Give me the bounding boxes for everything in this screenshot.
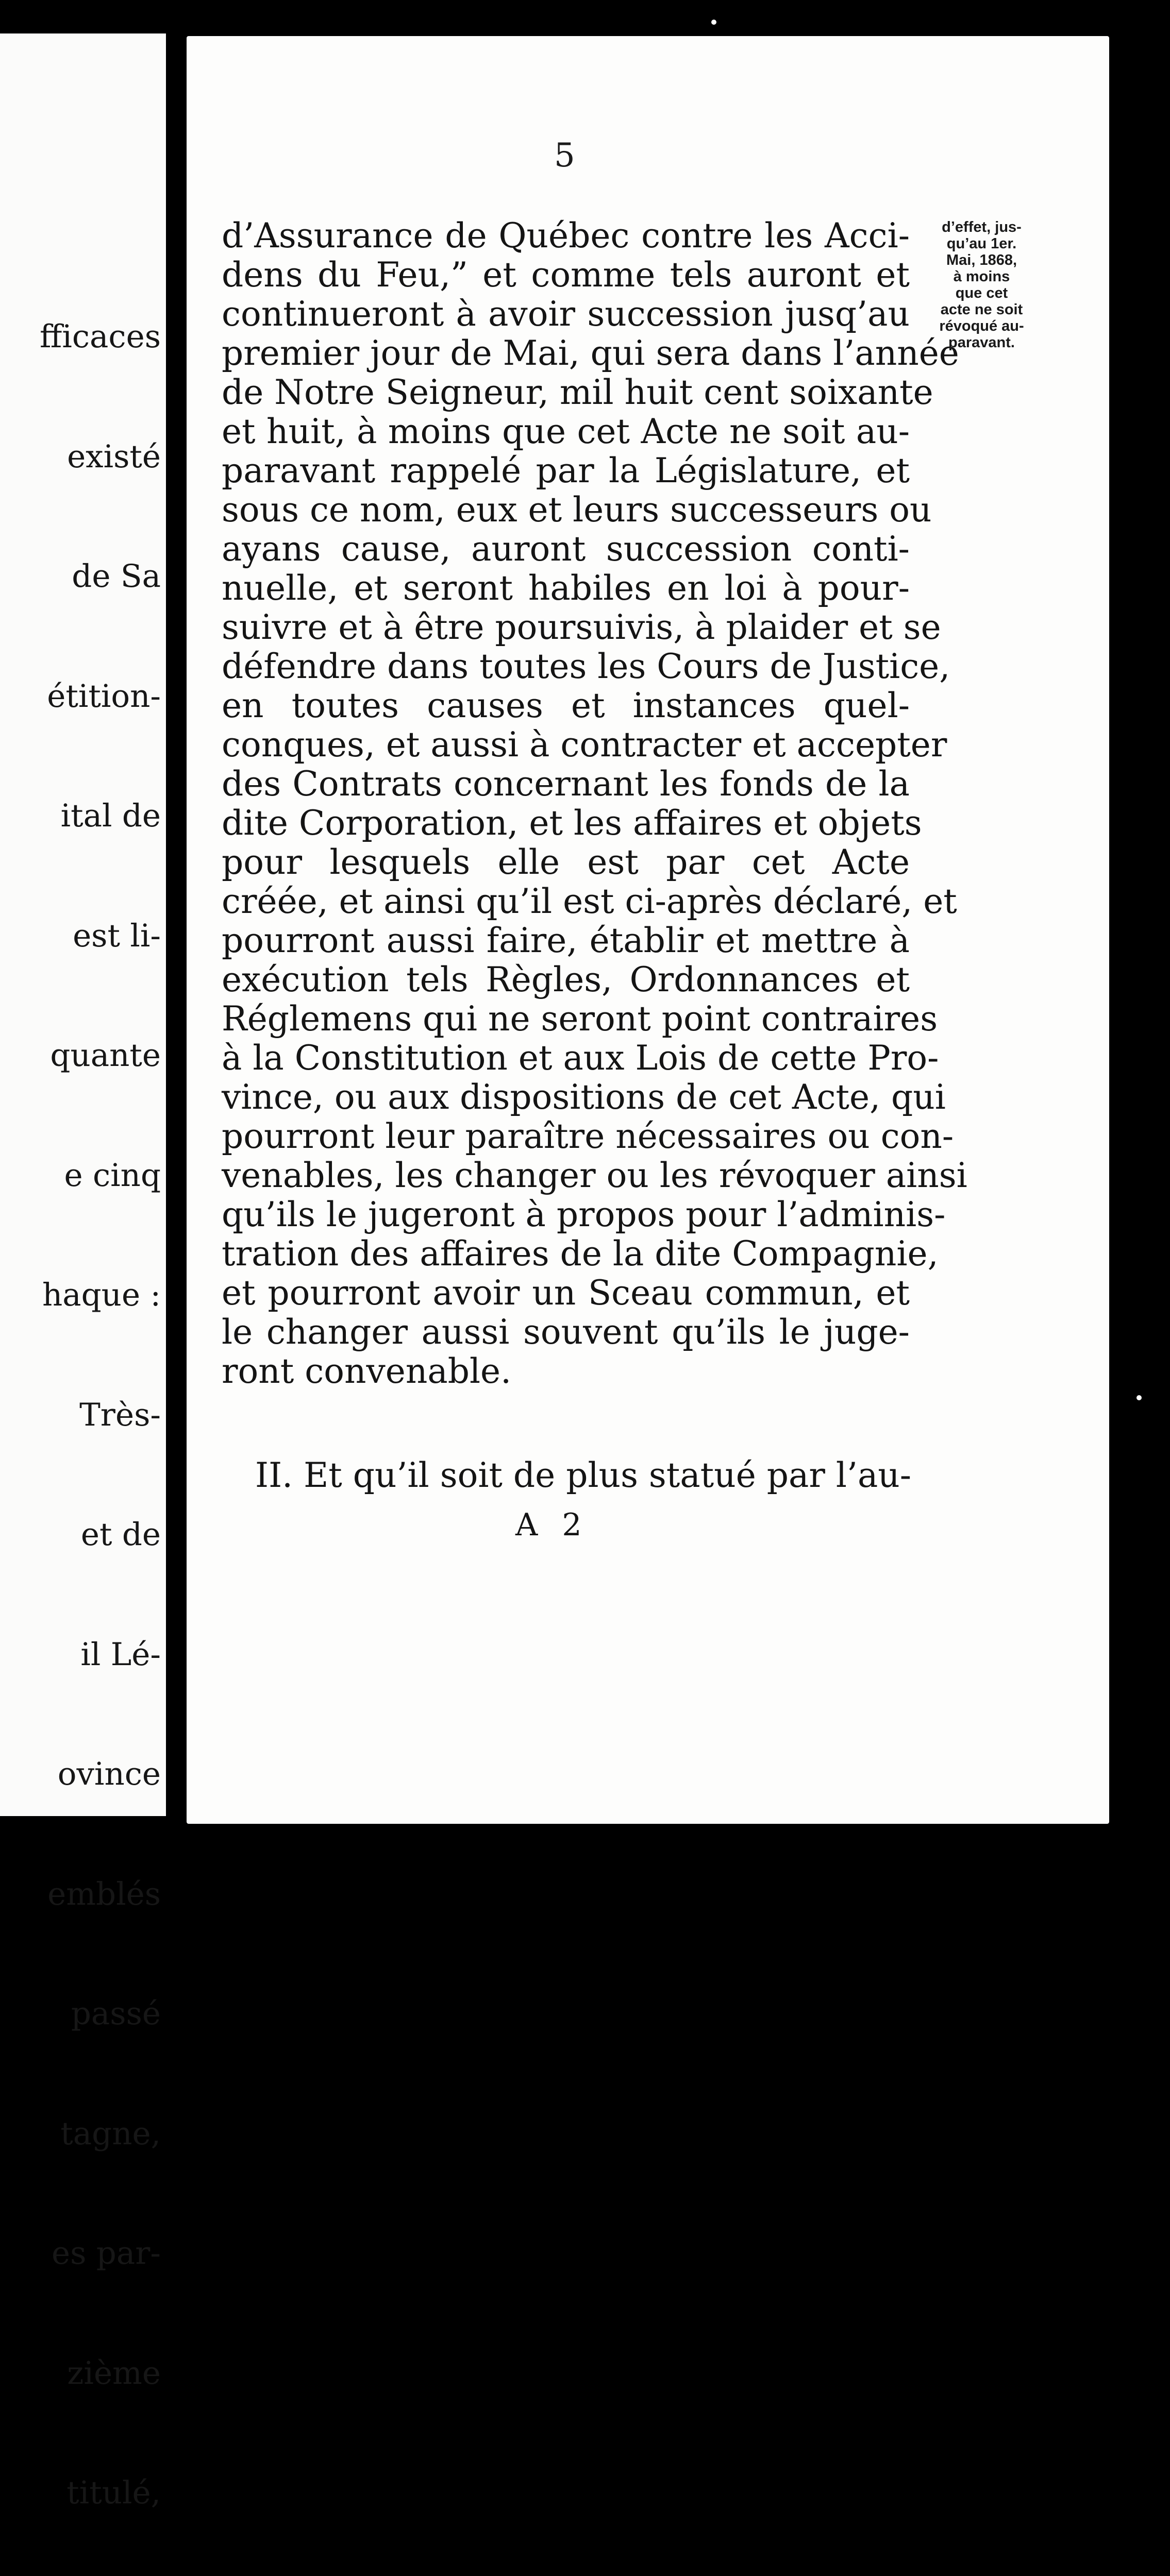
body-line: qu’ils le jugeront à propos pour l’adminis- [222,1195,946,1234]
margin-note-line: paravant. [948,334,1015,351]
body-line: exécution tels Règles, Ordonnances et [222,960,910,999]
body-line: nuelle, et seront habiles en loi à pour- [222,568,910,608]
left-page-text [40,237,161,2576]
left-line: ital de [60,798,161,834]
left-line: e cinq [64,1157,161,1194]
body-line: le changer aussi souvent qu’ils le juge- [222,1312,910,1352]
left-line: zième [67,2354,161,2392]
left-line: quante [50,1037,161,1074]
left-line: étition- [47,677,161,715]
body-line: sous ce nom, eux et leurs successeurs ou [222,490,932,530]
body-line: pourront aussi faire, établir et mettre à [222,921,910,960]
margin-note-line: acte ne soit [940,301,1023,318]
body-line: d’Assurance de Québec contre les Acci- [222,216,910,256]
body-line: en toutes causes et instances quel- [222,686,910,725]
left-line: est li- [73,917,161,954]
margin-note-line: d’effet, jus- [942,219,1022,235]
body-line: vince, ou aux dispositions de cet Acte, qui [222,1077,946,1117]
body-line: Réglemens qui ne seront point contraires [222,999,938,1039]
body-line: et pourront avoir un Sceau commun, et [222,1273,910,1313]
body-line: suivre et à être poursuivis, à plaider et se [222,607,941,647]
body-line: tration des affaires de la dite Compagnie, [222,1234,939,1274]
left-page-fragment [0,33,166,2511]
margin-note-line: Mai, 1868, [946,252,1017,268]
body-line: défendre dans toutes les Cours de Justice, [222,647,950,686]
body-line: dens du Feu,” et comme tels auront et [222,255,910,295]
margin-note-line: révoqué au- [939,318,1024,334]
left-line: haque : [42,1277,161,1313]
left-line: passé [71,1995,161,2032]
left-line: es par- [52,2235,161,2272]
margin-note-line: qu’au 1er. [946,235,1017,252]
signature-mark: A 2 [515,1507,589,1543]
body-text [222,216,967,1391]
scan-speck [1136,1395,1142,1400]
body-line: dite Corporation, et les affaires et objets [222,803,922,843]
body-line: pour lesquels elle est par cet Acte [222,842,910,882]
body-line: venables, les changer ou les révoquer ainsi [222,1156,967,1195]
left-line: de Sa [72,558,161,595]
left-line: existé [67,438,161,475]
margin-note-line: à moins [953,268,1010,285]
body-line: pourront leur paraître nécessaires ou con- [222,1116,954,1156]
body-line: et huit, à moins que cet Acte ne soit au- [222,412,910,451]
left-line: titulé, [66,2475,161,2511]
body-line: continueront à avoir succession jusq’au [222,294,910,334]
left-line: Très- [79,1396,161,1433]
body-line: des Contrats concernant les fonds de la [222,764,910,804]
scan-speck [711,20,716,25]
body-line: ront convenable. [222,1351,512,1391]
left-line: et de [80,1516,161,1553]
body-line: premier jour de Mai, qui sera dans l’année [222,333,959,373]
body-line: ayans cause, auront succession conti- [222,529,910,569]
left-line: emblés [47,1875,161,1912]
body-line: conques, et aussi à contracter et accepter [222,725,947,765]
left-line: tagne, [60,2115,161,2152]
body-line: paravant rappelé par la Législature, et [222,451,910,490]
body-line: de Notre Seigneur, mil huit cent soixante [222,372,933,412]
body-line: créée, et ainsi qu’il est ci-après déclaré, et [222,882,957,921]
body-line: à la Constitution et aux Lois de cette Pro- [222,1038,939,1078]
book-gutter [166,0,187,1859]
section-start: II. Et qu’il soit de plus statué par l’au- [255,1455,912,1495]
margin-note [918,219,1045,351]
margin-note-line: que cet [955,285,1008,301]
left-line: ovince [57,1756,161,1792]
left-line: il Lé- [80,1636,161,1673]
page-number: 5 [554,137,575,175]
left-line: fficaces [40,318,161,355]
